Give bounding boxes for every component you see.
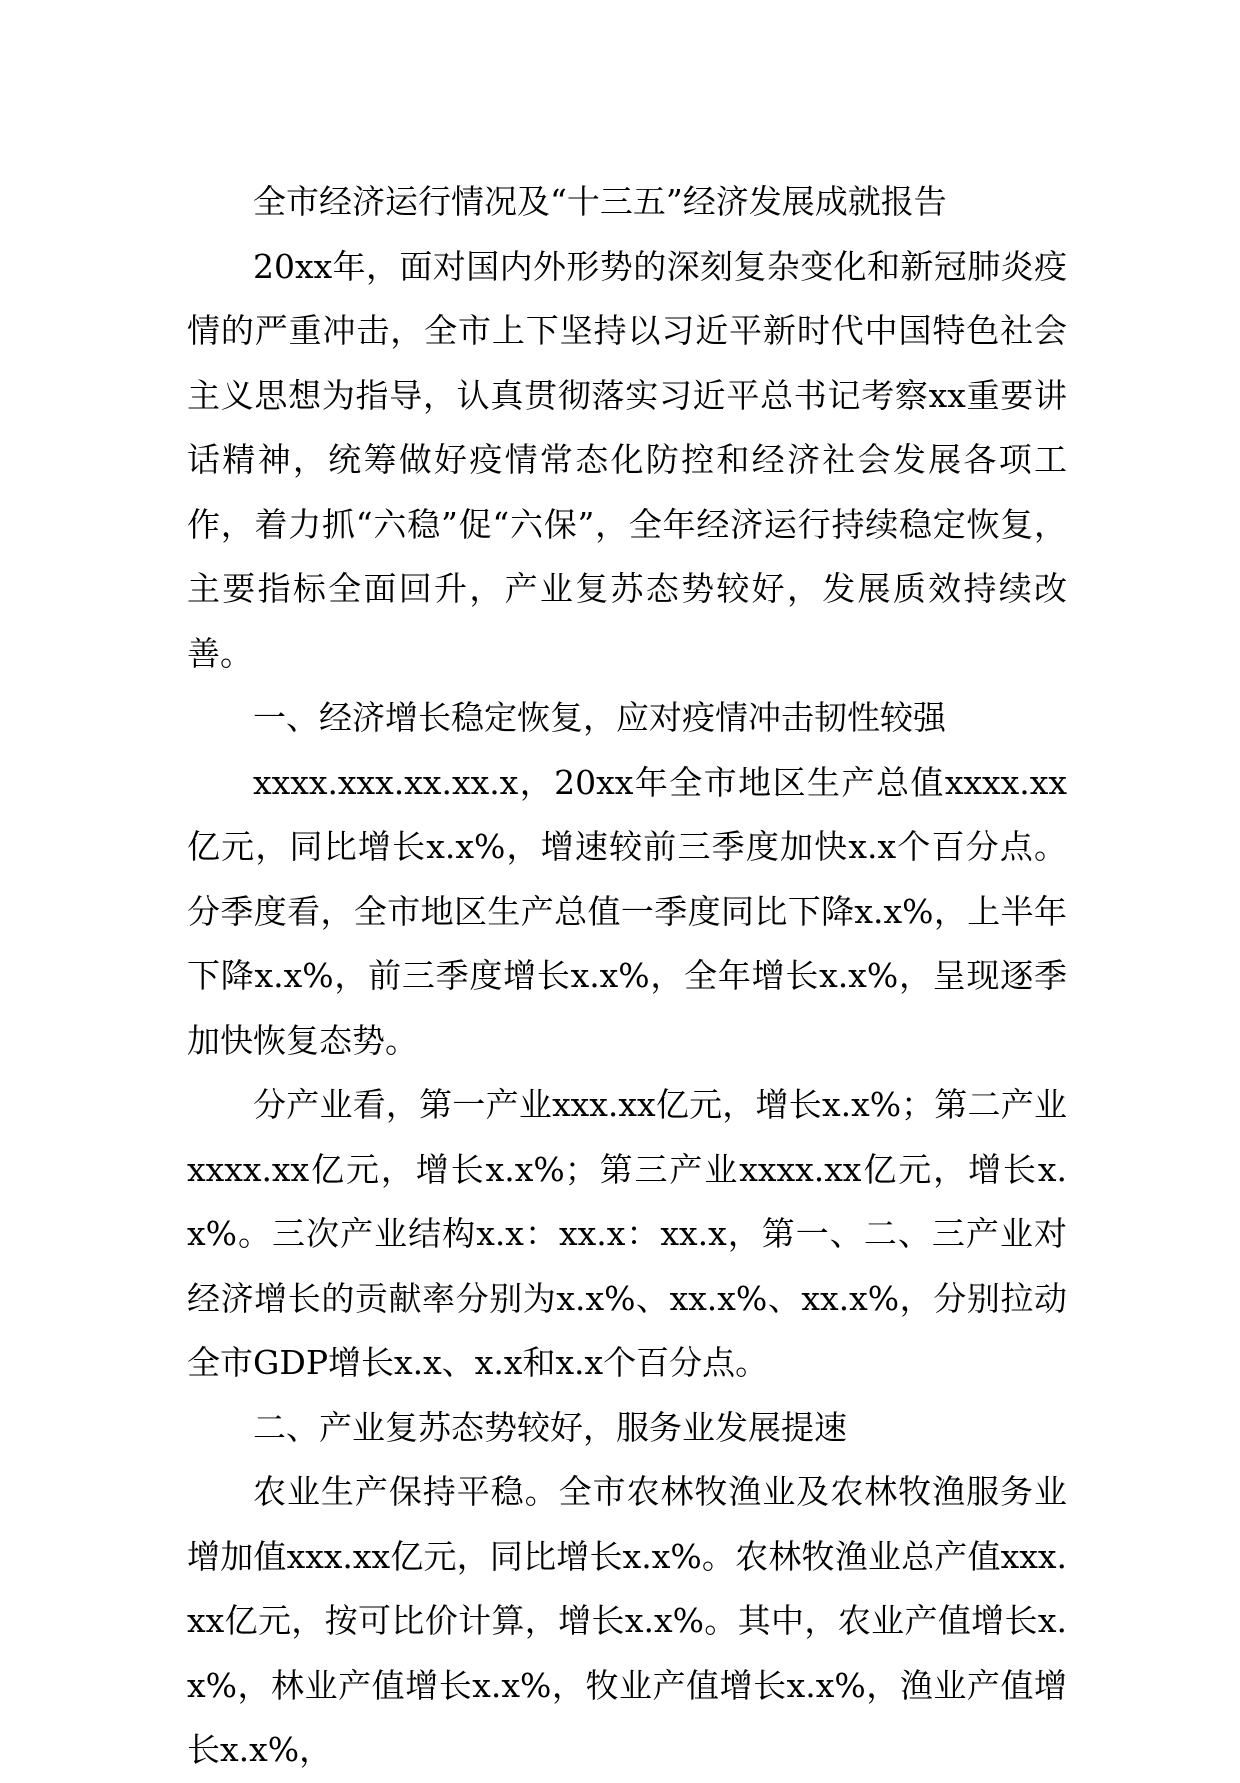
section-heading-2: 二、产业复苏态势较好，服务业发展提速 [253,1407,847,1447]
industry-paragraph: 分产业看，第一产业xxx.xx亿元，增长x.x%；第二产业xxxx.xx亿元，增长x.x%；第三产业xxxx.xx亿元，增长x.x%。三次产业结构x.x：xx.x：xx.x，第一、二、三产业对经济增长的贡献率分别为x.x%、xx.x%、xx.x%，分别拉动全市GDP增长x.x、x.x和x.x个百分点。 [187,1085,1067,1382]
agriculture-paragraph: 农业生产保持平稳。全市农林牧渔业及农林牧渔服务业增加值xxx.xx亿元，同比增长x.x%。农林牧渔业总产值xxx.xx亿元，按可比价计算，增长x.x%。其中，农业产值增长x.x%，林业产值增长x.x%，牧业产值增长x.x%，渔业产值增长x.x%， [187,1472,1067,1769]
section-heading-1: 一、经济增长稳定恢复，应对疫情冲击韧性较强 [253,698,946,737]
intro-paragraph: 20xx年，面对国内外形势的深刻复杂变化和新冠肺炎疫情的严重冲击，全市上下坚持以习近平新时代中国特色社会主义思想为指导，认真贯彻落实习近平总书记考察xx重要讲话精神，统筹做好疫情常态化防控和经济社会发展各项工作，着力抓“六稳”促“六保”，全年经济运行持续稳定恢复，主要指标全面回升，产业复苏态势较好，发展质效持续改善。 [187,246,1067,673]
gdp-paragraph: xxxx.xxx.xx.xx.x，20xx年全市地区生产总值xxxx.xx亿元，同比增长x.x%，增速较前三季度加快x.x个百分点。分季度看，全市地区生产总值一季度同比下降x.x%，上半年下降x.x%，前三季度增长x.x%，全年增长x.x%，呈现逐季加快恢复态势。 [187,762,1067,1060]
document-body [187,170,1067,1783]
document-title: 全市经济运行情况及“十三五”经济发展成就报告 [253,182,947,221]
